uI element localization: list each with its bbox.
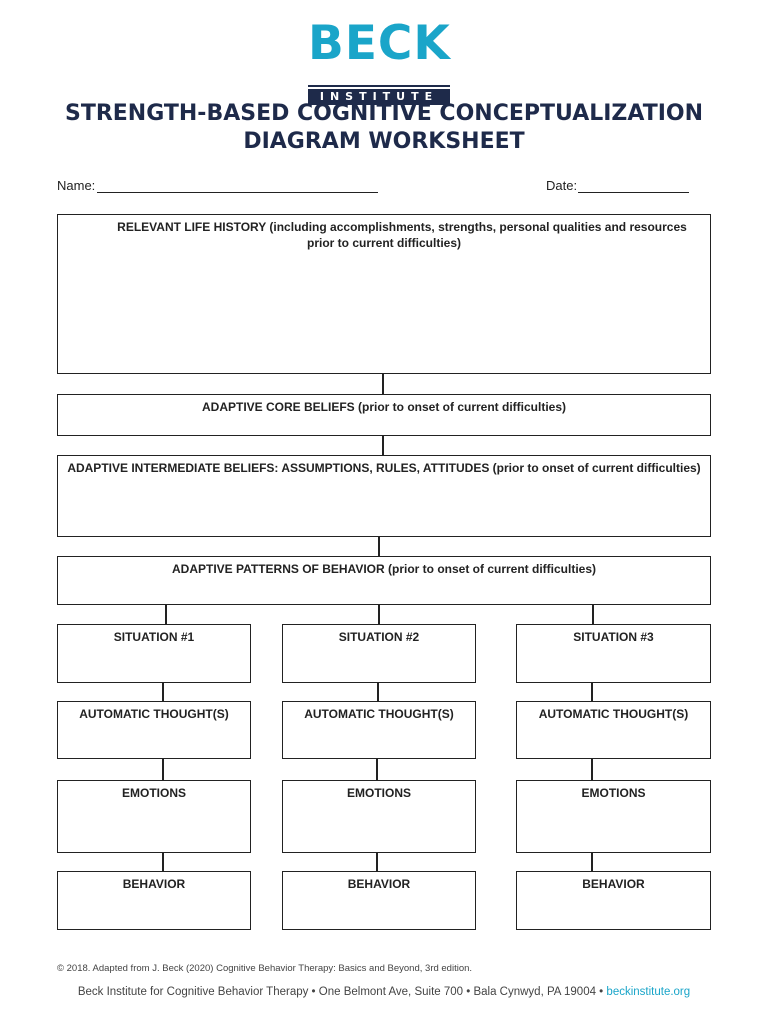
- behavior-2-label: BEHAVIOR: [347, 877, 411, 891]
- thought-2-box[interactable]: [282, 701, 476, 759]
- logo-divider: [308, 85, 450, 87]
- core-beliefs-box[interactable]: [57, 394, 711, 436]
- connector-line: [591, 759, 593, 780]
- emotions-3-box[interactable]: [516, 780, 711, 853]
- connector-line: [591, 683, 593, 701]
- name-field[interactable]: [97, 192, 378, 193]
- intermediate-beliefs-box[interactable]: [57, 455, 711, 537]
- life-history-label: [58, 219, 710, 251]
- life-history-box[interactable]: [57, 214, 711, 374]
- date-field[interactable]: [578, 192, 689, 193]
- date-label: Date:: [546, 178, 578, 193]
- thought-1-box[interactable]: [57, 701, 251, 759]
- website-link[interactable]: beckinstitute.org: [606, 986, 691, 998]
- connector-line: [162, 759, 164, 780]
- situation-2-box[interactable]: [282, 624, 476, 683]
- title-line-2: DIAGRAM WORKSHEET: [243, 129, 525, 154]
- connector-line: [376, 853, 378, 871]
- page-title: [40, 100, 728, 156]
- situation-1-label: SITUATION #1: [113, 630, 195, 644]
- behavior-3-box[interactable]: [516, 871, 711, 930]
- connector-line: [165, 605, 167, 624]
- situation-2-label: SITUATION #2: [338, 630, 420, 644]
- connector-line: [378, 605, 380, 624]
- connector-line: [162, 853, 164, 871]
- thought-2-label: AUTOMATIC THOUGHT(S): [304, 707, 454, 721]
- behavior-1-box[interactable]: [57, 871, 251, 930]
- thought-3-label: AUTOMATIC THOUGHT(S): [538, 707, 689, 721]
- connector-line: [592, 605, 594, 624]
- emotions-2-label: EMOTIONS: [346, 786, 411, 800]
- thought-3-box[interactable]: [516, 701, 711, 759]
- address-text: Beck Institute for Cognitive Behavior Therapy • One Belmont Ave, Suite 700 • Bala Cynwyd, PA 19004 •: [77, 986, 607, 998]
- connector-line: [162, 683, 164, 701]
- address-line: [0, 986, 768, 998]
- behavior-3-label: BEHAVIOR: [582, 877, 645, 891]
- title-line-1: STRENGTH-BASED COGNITIVE CONCEPTUALIZATION: [64, 101, 703, 126]
- emotions-1-box[interactable]: [57, 780, 251, 853]
- emotions-1-label: EMOTIONS: [121, 786, 186, 800]
- beck-institute-logo: [308, 16, 451, 103]
- situation-3-box[interactable]: [516, 624, 711, 683]
- patterns-of-behavior-box[interactable]: [57, 556, 711, 605]
- thought-1-label: AUTOMATIC THOUGHT(S): [79, 707, 229, 721]
- behavior-1-label: BEHAVIOR: [122, 877, 186, 891]
- life-history-label-line-1: RELEVANT LIFE HISTORY (including accomplishments, strengths, personal qualities and resources: [117, 220, 687, 234]
- connector-line: [377, 683, 379, 701]
- life-history-label-line-2: prior to current difficulties): [306, 236, 461, 250]
- situation-1-box[interactable]: [57, 624, 251, 683]
- copyright-note: © 2018. Adapted from J. Beck (2020) Cognitive Behavior Therapy: Basics and Beyond, 3rd edition.: [57, 963, 473, 974]
- situation-3-label: SITUATION #3: [573, 630, 654, 644]
- emotions-2-box[interactable]: [282, 780, 476, 853]
- behavior-2-box[interactable]: [282, 871, 476, 930]
- connector-line: [382, 374, 384, 394]
- connector-line: [378, 537, 380, 556]
- connector-line: [376, 759, 378, 780]
- logo-word: BECK: [308, 16, 451, 71]
- connector-line: [382, 436, 384, 455]
- emotions-3-label: EMOTIONS: [581, 786, 646, 800]
- name-label: Name:: [57, 178, 96, 193]
- connector-line: [591, 853, 593, 871]
- core-beliefs-label: ADAPTIVE CORE BELIEFS (prior to onset of current difficulties): [201, 400, 567, 414]
- intermediate-beliefs-label: ADAPTIVE INTERMEDIATE BELIEFS: ASSUMPTIONS, RULES, ATTITUDES (prior to onset of current difficulties): [67, 461, 701, 475]
- patterns-of-behavior-label: ADAPTIVE PATTERNS OF BEHAVIOR (prior to onset of current difficulties): [171, 562, 596, 576]
- logo-subtitle: INSTITUTE: [308, 89, 450, 105]
